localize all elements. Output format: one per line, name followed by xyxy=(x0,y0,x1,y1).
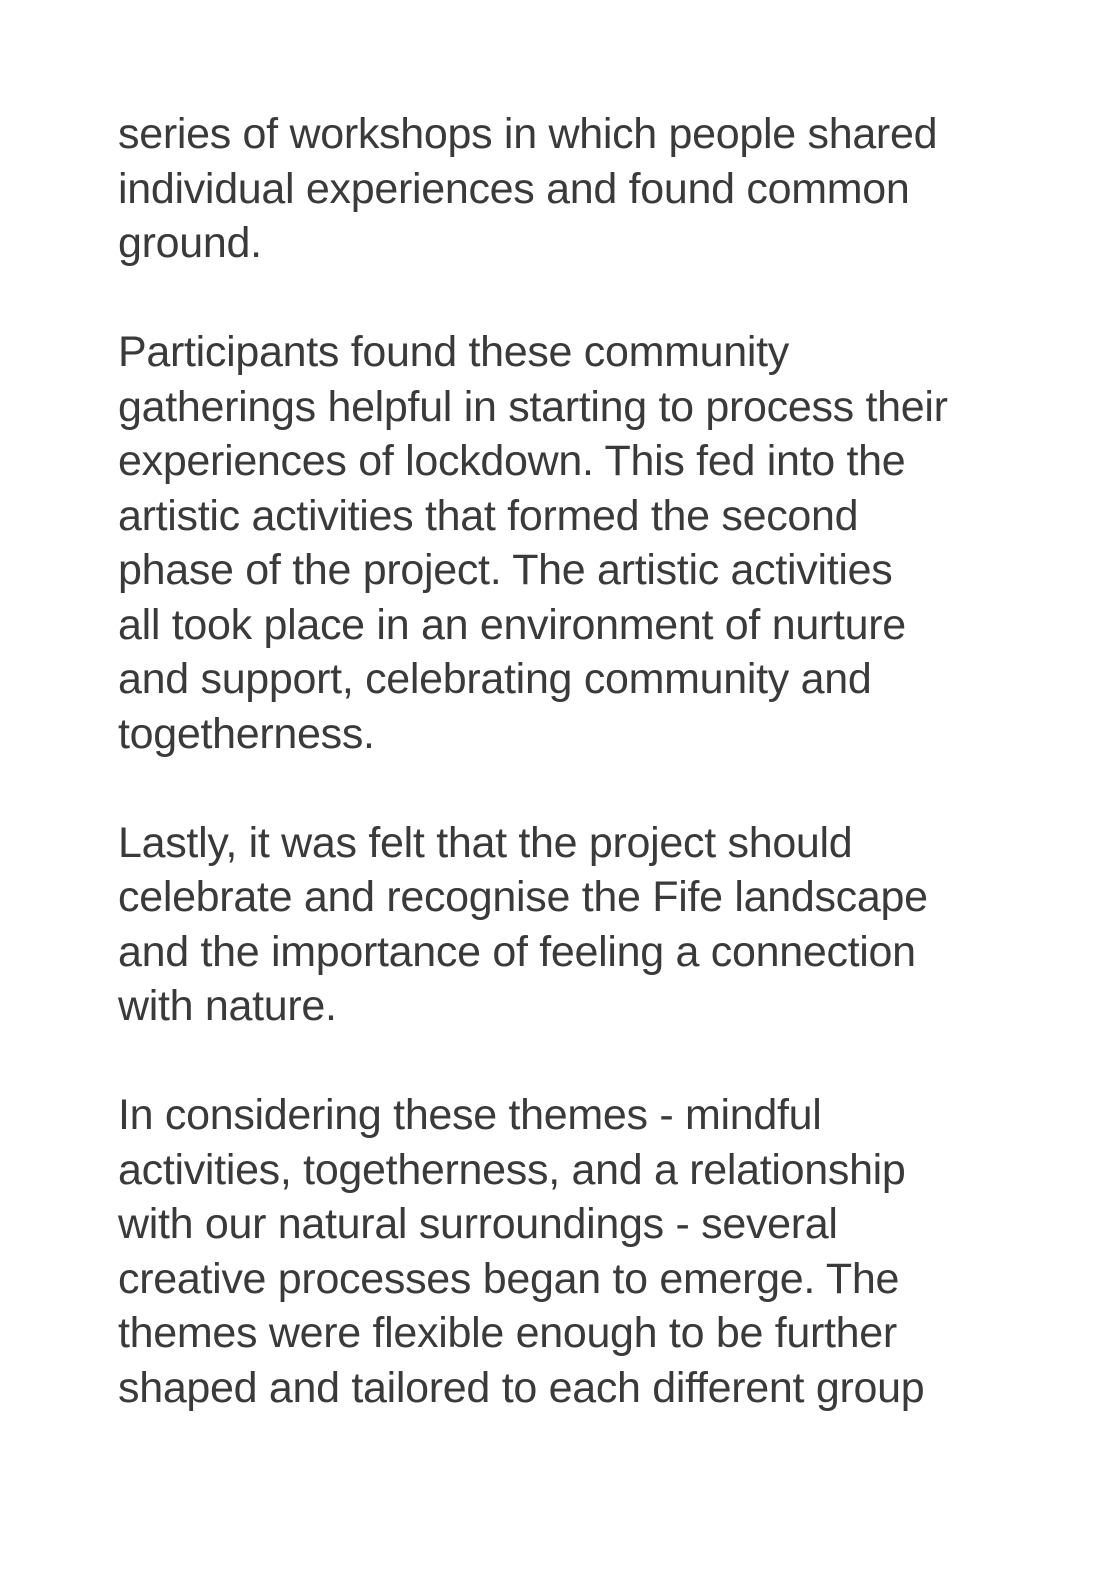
text-line: shaped and tailored to each different group xyxy=(118,1363,925,1412)
text-line: with our natural surroundings - several xyxy=(118,1200,838,1248)
text-line: Participants found these community xyxy=(118,328,789,376)
text-line: artistic activities that formed the second xyxy=(118,491,859,540)
text-line: activities, togetherness, and a relationship xyxy=(118,1145,906,1194)
text-line: experiences of lockdown. This fed into the xyxy=(118,437,906,485)
text-line: all took place in an environment of nurture xyxy=(118,600,906,649)
text-line: series of workshops in which people shared xyxy=(118,110,938,158)
text-line: gatherings helpful in starting to process their xyxy=(118,382,948,431)
text-line: individual experiences and found common xyxy=(118,164,910,213)
text-line: Lastly, it was felt that the project should xyxy=(118,818,853,867)
text-line: phase of the project. The artistic activities xyxy=(118,546,893,594)
text-line: themes were flexible enough to be further xyxy=(118,1309,897,1357)
text-line: creative processes began to emerge. The xyxy=(118,1254,900,1303)
paragraph-workshops xyxy=(118,107,1018,271)
text-line: togetherness. xyxy=(118,709,375,758)
paragraph-landscape xyxy=(118,816,1018,1034)
body-text xyxy=(118,107,1018,1470)
text-line: ground. xyxy=(118,219,262,267)
text-line: and the importance of feeling a connection xyxy=(118,927,916,976)
paragraph-participants xyxy=(118,325,1018,761)
paragraph-themes xyxy=(118,1088,1018,1415)
text-line: celebrate and recognise the Fife landscape xyxy=(118,873,928,921)
text-line: and support, celebrating community and xyxy=(118,655,872,703)
text-line: In considering these themes - mindful xyxy=(118,1091,822,1139)
text-line: with nature. xyxy=(118,982,337,1030)
